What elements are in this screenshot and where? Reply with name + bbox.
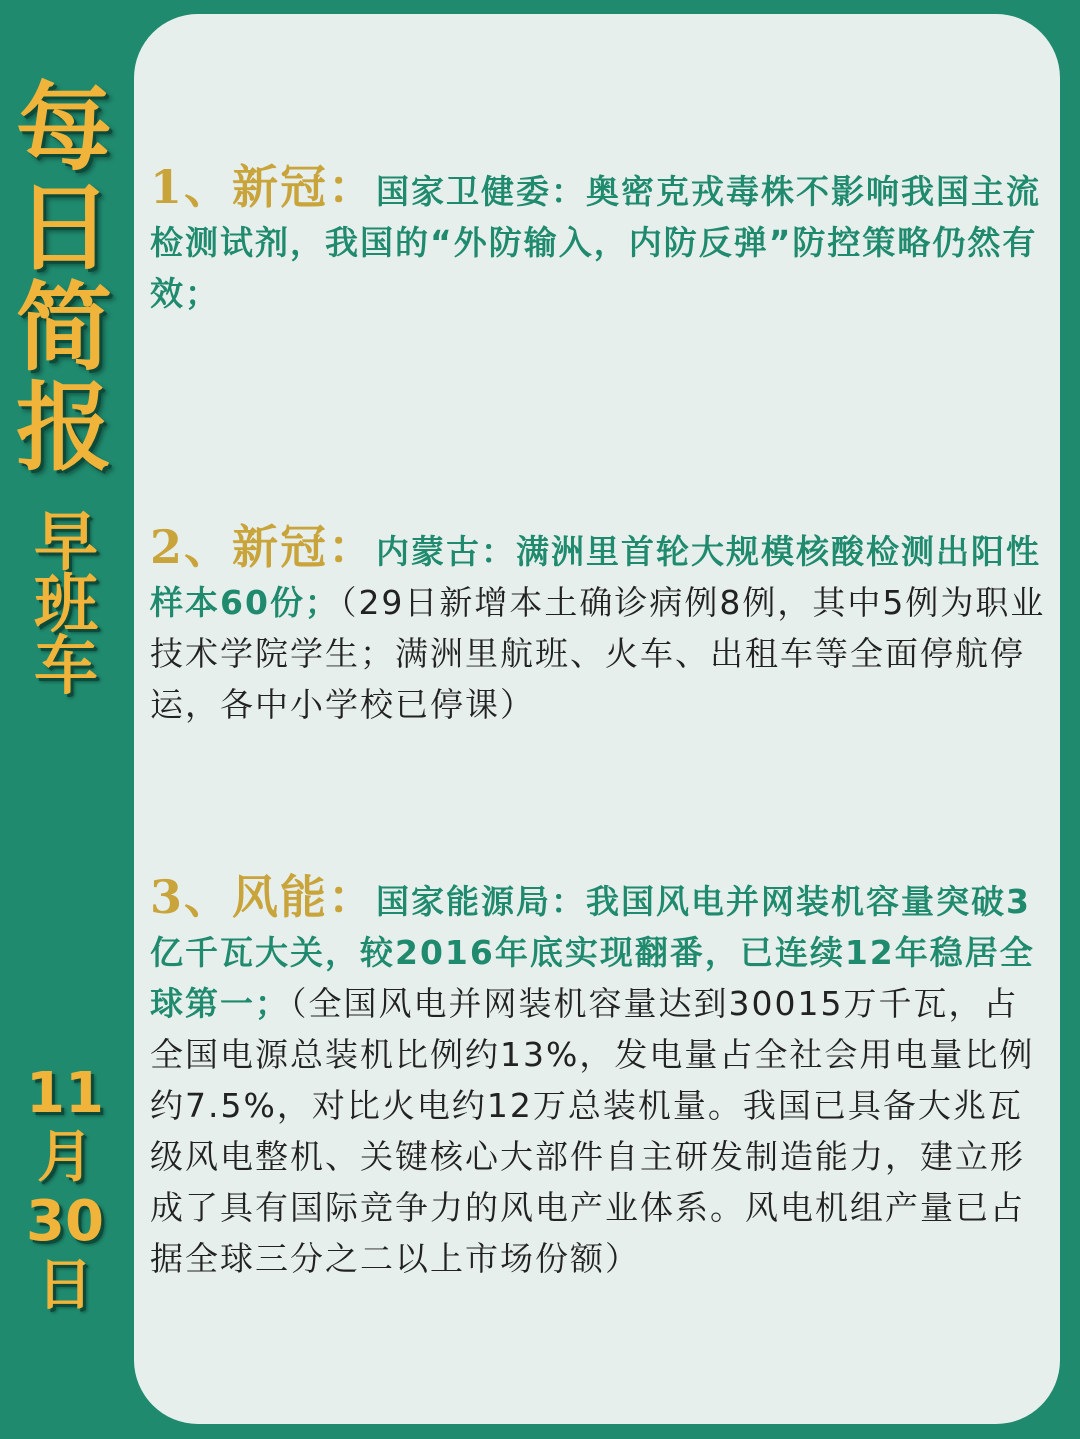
news-item-3 — [150, 872, 1050, 1284]
news-item-2 — [150, 522, 1050, 730]
date-char: 日 — [37, 1253, 93, 1318]
title-char: 日 — [16, 172, 112, 284]
title-char: 简 — [16, 272, 112, 384]
date-char: 月 — [37, 1125, 93, 1190]
news-item-1 — [150, 162, 1050, 319]
subtitle-char: 早 — [34, 506, 98, 580]
title-char: 报 — [16, 372, 112, 484]
news-heading: 2、新冠： — [150, 520, 377, 574]
subtitle-char: 班 — [34, 568, 98, 642]
date-char: 11 — [26, 1061, 104, 1126]
news-heading: 1、新冠： — [150, 160, 377, 214]
news-detail: （全国风电并网装机容量达到30015万千瓦，占全国电源总装机比例约13%，发电量占全社会用电量比例约7.5%，对比火电约12万总装机量。我国已具备大兆瓦级风电整机、关键核心大部件自主研发制造能力，建立形成了具有国际竞争力的风电产业体系。风电机组产量已占据全球三分之二以上市场份额） — [150, 984, 1035, 1278]
news-summary: 国家卫健委：奥密克戎毒株不影响我国主流检测试剂，我国的“外防输入，内防反弹”防控策略仍然有效； — [150, 172, 1042, 313]
date-char: 30 — [26, 1189, 104, 1254]
subtitle-char: 车 — [34, 630, 98, 704]
title-char: 每 — [16, 72, 112, 184]
news-summary: 国家能源局：我国风电并网装机容量突破3亿千瓦大关，较2016年底实现翻番，已连续12年稳居全球第一； — [150, 882, 1035, 1023]
vertical-title — [8, 72, 120, 484]
vertical-date — [10, 1062, 120, 1318]
news-heading: 3、风能： — [150, 870, 377, 924]
news-summary: 内蒙古：满洲里首轮大规模核酸检测出阳性样本60份； — [150, 532, 1042, 622]
vertical-subtitle — [14, 506, 118, 704]
news-detail: （29日新增本土确诊病例8例，其中5例为职业技术学院学生；满洲里航班、火车、出租车等全面停航停运，各中小学校已停课） — [150, 583, 1046, 724]
